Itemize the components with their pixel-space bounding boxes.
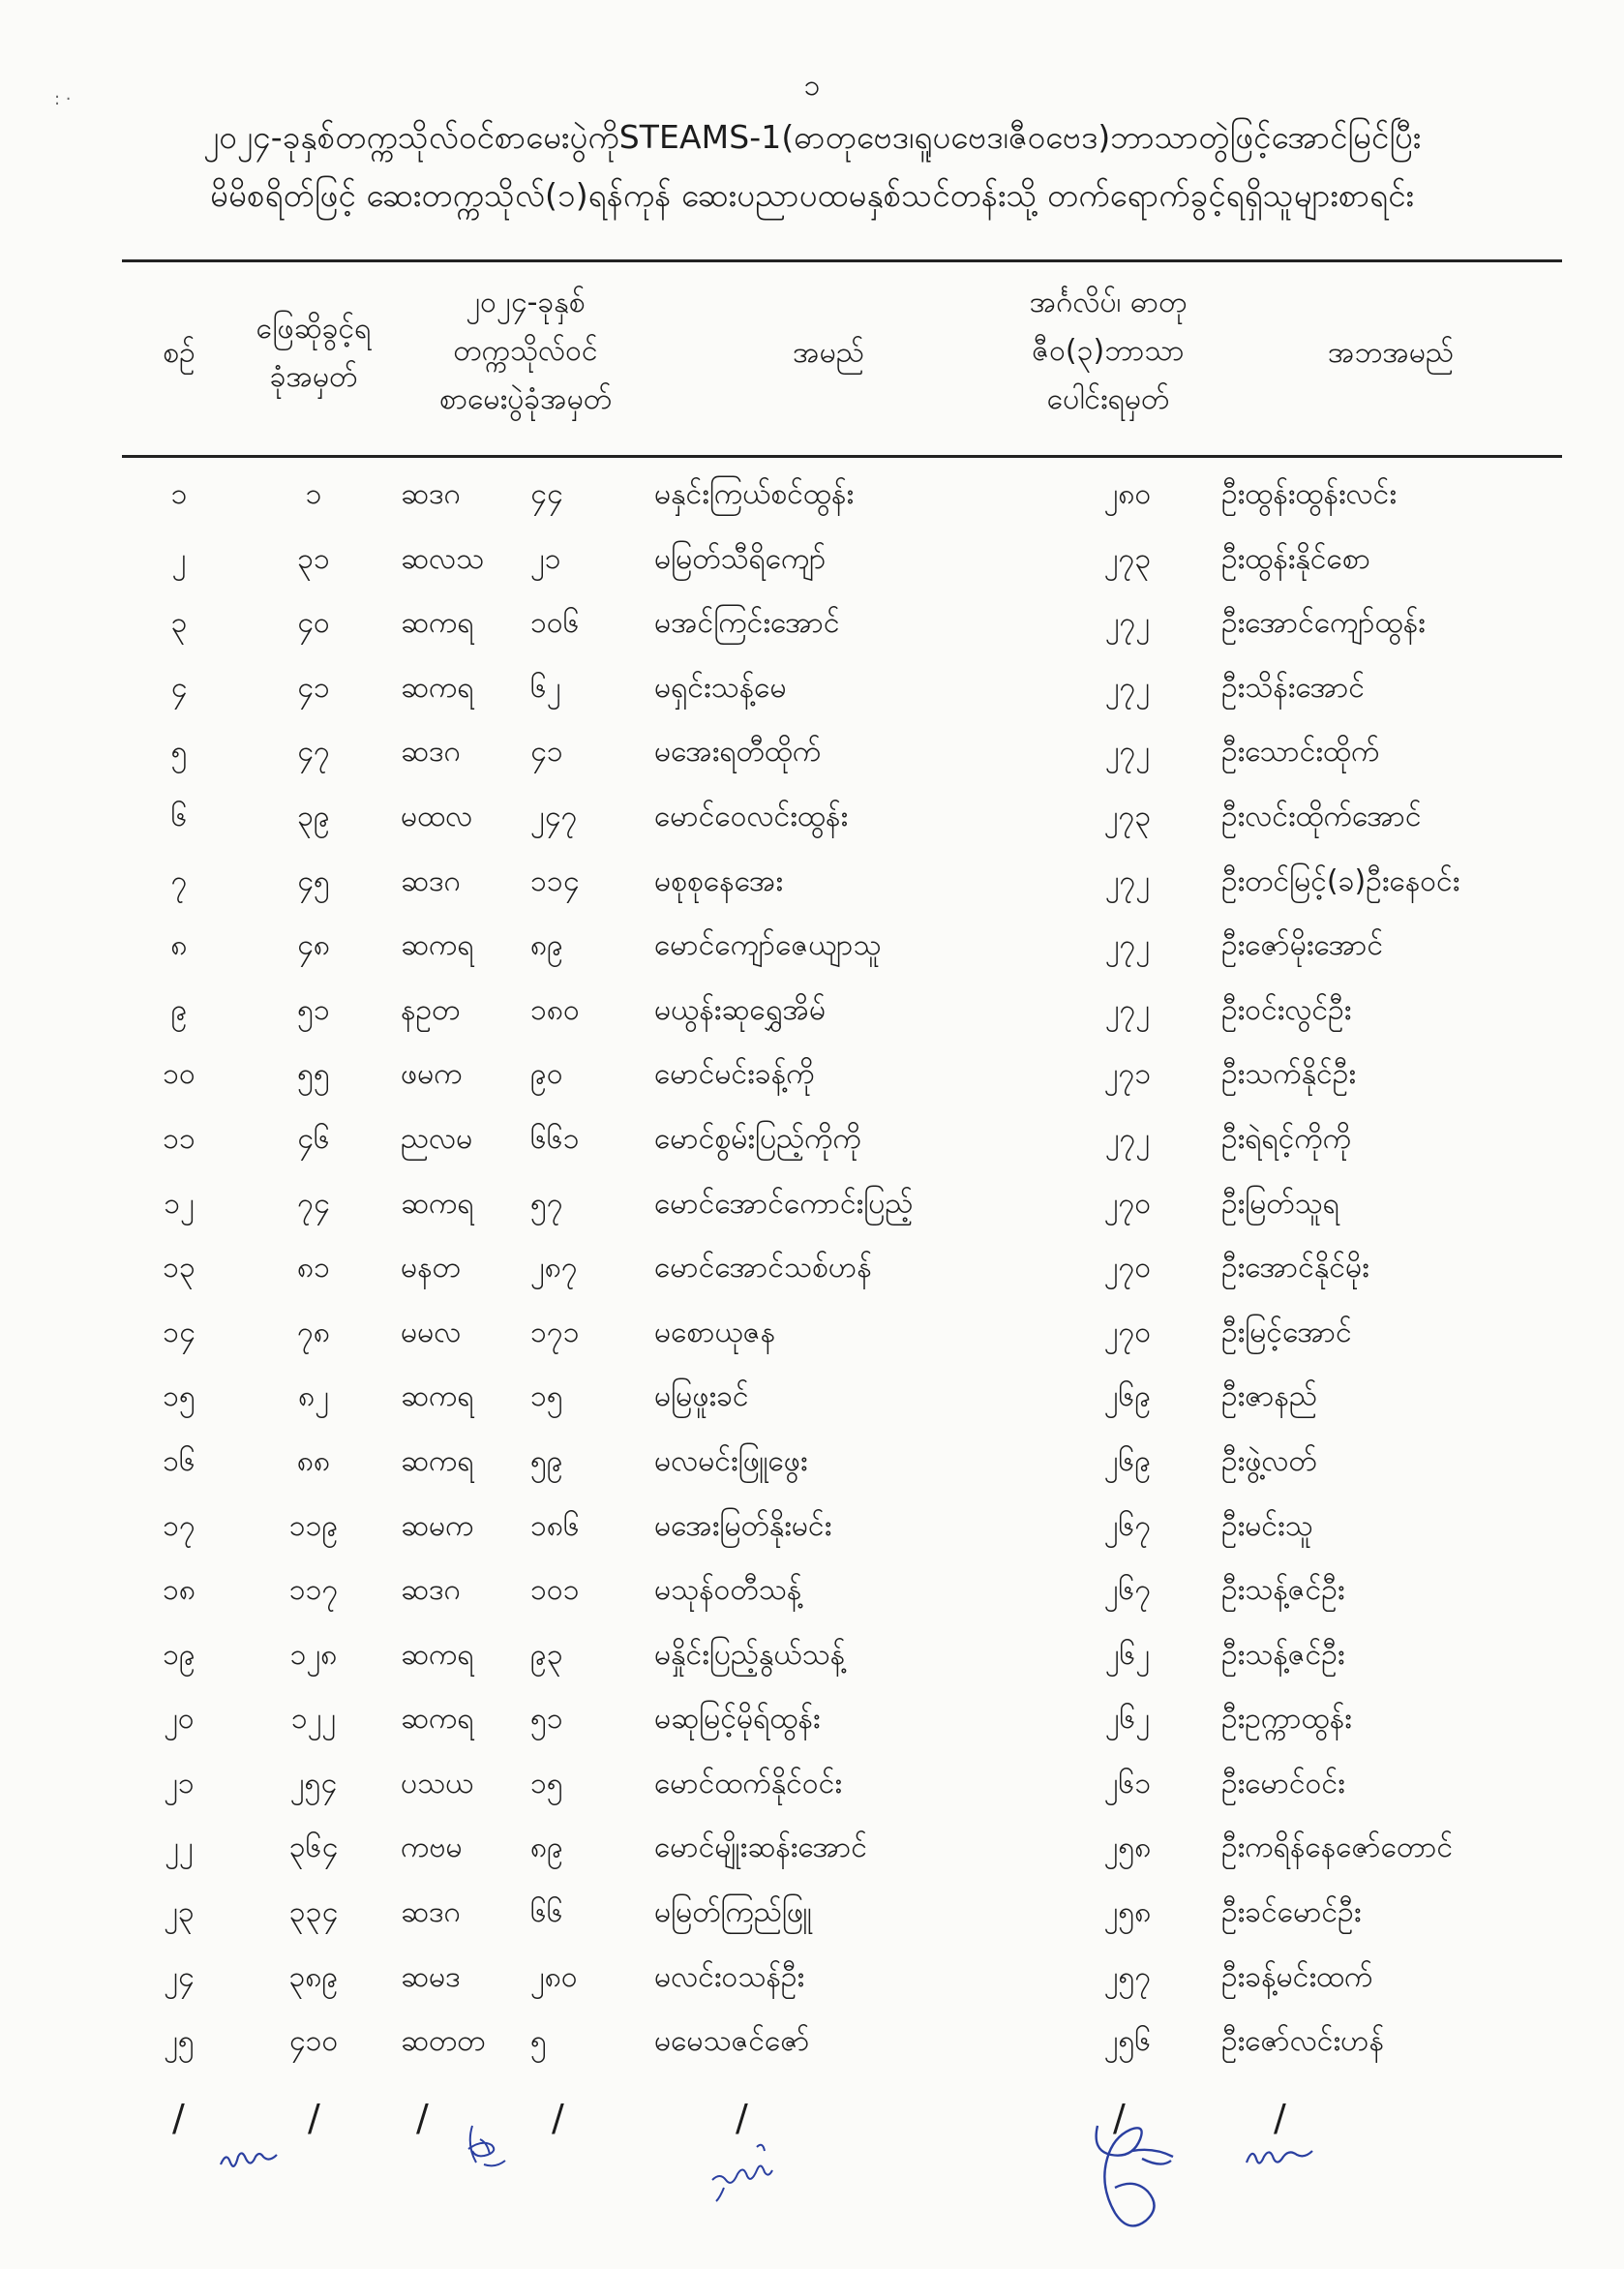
father-name: ဦးသန့်ဇင်ဦး [1221,1637,1345,1672]
row-number: ၂၃ [164,1895,195,1930]
total-score: ၂၇၂ [1104,863,1151,898]
scan-mark: : · [54,89,72,109]
exam-code: ဖမက [401,1057,463,1092]
row-number: ၁၅ [163,1379,195,1414]
table-row [0,1043,1624,1107]
student-name: မဆုမြင့်မိုရ်ထွန်း [654,1702,821,1737]
exam-code: ညလမ [401,1121,473,1156]
exam-number: ၂၈၀ [530,1959,578,1994]
row-number: ၉ [170,992,188,1027]
table-row [0,1623,1624,1688]
exam-code: ဆတတ [401,2024,486,2059]
total-score: ၂၇၀ [1103,1251,1152,1286]
student-name: မနှင်းကြယ်စင်ထွန်း [654,477,855,511]
total-score: ၂၇၂ [1104,735,1151,770]
table-row [0,1816,1624,1881]
seat-number: ၈၂ [298,1379,329,1414]
row-number: ၁၀ [163,1057,195,1092]
student-name: မနှိုင်းပြည့်နွယ်သန့် [654,1637,846,1672]
exam-number: ၅ [530,2024,547,2059]
exam-number: ၁၀၁ [530,1573,580,1608]
exam-code: နဥတ [401,992,461,1027]
exam-number: ၆၆၁ [530,1121,580,1156]
table-row [0,1558,1624,1623]
student-name: မမြတ်ကြည်ဖြူ [654,1895,812,1930]
table-row [0,463,1624,528]
seat-number: ၈၁ [296,1251,330,1286]
total-score: ၂၆၉ [1103,1379,1152,1414]
seat-number: ၂၅၄ [289,1766,338,1800]
exam-number: ၆၂ [530,670,561,705]
father-name: ဦးဇာနည် [1221,1379,1317,1414]
document-title [0,108,1624,225]
table-header-rule [122,455,1562,458]
exam-number: ၁၁၄ [530,863,580,898]
table-row [0,1495,1624,1559]
exam-number: ၈၉ [530,1830,564,1865]
row-number: ၂ [171,541,187,576]
table-row [0,1172,1624,1237]
table-row [0,1687,1624,1752]
father-name: ဦးမင်းသူ [1221,1508,1313,1543]
exam-code: ဆလသ [401,541,485,576]
total-score: ၂၇၁ [1103,1057,1152,1092]
column-header-exam-seat [391,279,660,424]
student-name: မစုစုနေအေး [654,863,783,898]
father-name: ဦးဇော်မိုးအောင် [1221,928,1384,963]
father-name: ဦးသန့်ဇင်ဦး [1221,1573,1345,1608]
total-score: ၂၇၂ [1104,1121,1151,1156]
results-table [0,463,1624,2074]
total-score: ၂၇၃ [1103,541,1152,576]
total-score: ၂၅၈ [1103,1895,1152,1930]
exam-code: ဆမဒ [401,1959,461,1994]
father-name: ဦးသက်နိုင်ဦး [1221,1057,1357,1092]
exam-number: ၄၁ [530,735,563,770]
exam-code: ဆဒဂ [401,863,461,898]
total-score: ၂၆၁ [1103,1766,1152,1800]
column-header-score-line3: ပေါင်းရမှတ် [1046,382,1170,416]
row-number: ၁၃ [163,1251,195,1286]
student-name: မယွန်းဆုရွှေအိမ် [654,992,827,1027]
seat-number: ၇၄ [297,1186,330,1221]
row-number: ၅ [170,735,188,770]
table-row [0,720,1624,785]
title-line-1: ၂၀၂၄-ခုနှစ်တက္ကသိုလ်ဝင်စာမေးပွဲကိုSTEAMS-1(ဓာတုဗေဒ၊ရူပဗေဒ၊ဇီဝဗေဒ)ဘာသာတွဲဖြင့်အောင်မြင်ပြီး [202,118,1422,156]
seat-number: ၁၁၉ [288,1508,339,1543]
table-row [0,914,1624,979]
table-row [0,591,1624,656]
row-number: ၂၄ [164,1959,195,1994]
slash-mark: / [1274,2097,1286,2139]
total-score: ၂၇၀ [1103,1186,1152,1221]
exam-number: ၁၈၆ [530,1508,580,1543]
exam-number: ၆၆ [530,1895,563,1930]
row-number: ၁၂ [164,1186,195,1221]
total-score: ၂၅၆ [1103,2024,1152,2059]
exam-code: ဆကရ [401,1702,474,1737]
total-score: ၂၇၃ [1103,799,1152,833]
column-header-exam-line1: ၂၀၂၄-ခုနှစ် [466,286,586,319]
father-name: ဦးမြတ်သူရ [1221,1186,1339,1221]
table-row [0,656,1624,721]
row-number: ၆ [170,799,188,833]
student-name: မောင်မျိုးဆန်းအောင် [654,1830,867,1865]
exam-number: ၁၇၁ [530,1315,580,1349]
title-line-2: မိမိစရိတ်ဖြင့် ဆေးတက္ကသိုလ်(၁)ရန်ကုန် ဆေးပညာပထမနှစ်သင်တန်းသို့ တက်ရောက်ခွင့်ရရှိသူများစာရင်း [210,176,1414,214]
student-name: မောင်ကျော်ဇေယျာသူ [654,928,882,963]
row-number: ၂၂ [165,1830,194,1865]
seat-number: ၈၈ [296,1443,331,1478]
total-score: ၂၆၂ [1104,1702,1151,1737]
column-header-seat-line1: ဖြေဆိုခွင့်ရ [256,312,372,346]
student-name: မအေးရတီထိုက် [654,735,822,770]
column-header-exam-line2: တက္ကသိုလ်ဝင် [453,334,598,368]
row-number: ၈ [170,928,188,963]
signature-4 [1065,2106,1190,2232]
slash-mark: / [736,2097,748,2139]
total-score: ၂၆၂ [1104,1637,1151,1672]
table-row [0,1107,1624,1172]
row-number: ၁ [170,477,188,511]
signature-1 [215,2139,292,2178]
exam-code: မထလ [401,799,473,833]
total-score: ၂၆၇ [1103,1573,1152,1608]
total-score: ၂၆၉ [1103,1443,1152,1478]
exam-number: ၅၁ [530,1702,563,1737]
exam-code: မနတ [401,1251,461,1286]
column-header-seat-line2: ခုံအမှတ် [269,360,358,394]
row-number: ၁၈ [162,1573,195,1608]
row-number: ၇ [170,863,188,898]
column-header-seat [236,305,391,402]
exam-number: ၄၄ [530,477,563,511]
exam-number: ၉၀ [530,1057,563,1092]
row-number: ၄ [170,670,188,705]
student-name: မလင်းဝသန်ဦး [654,1959,805,1994]
seat-number: ၄၁ [297,670,330,705]
seat-number: ၃၆၄ [288,1830,339,1865]
exam-code: ကဗမ [401,1830,463,1865]
exam-code: ဆဒဂ [401,477,461,511]
seat-number: ၇၈ [296,1315,330,1349]
exam-code: ပသယ [401,1766,474,1800]
father-name: ဦးမြင့်အောင် [1221,1315,1352,1349]
student-name: မောင်စွမ်းပြည့်ကိုကို [654,1121,861,1156]
slash-mark: / [1113,2097,1126,2139]
exam-number: ၈၉ [530,928,564,963]
signature-2 [455,2116,523,2184]
exam-code: ဆကရ [401,670,474,705]
row-number: ၁၉ [163,1637,195,1672]
student-name: မမြတ်သီရိကျော် [654,541,827,576]
total-score: ၂၇၂ [1104,606,1151,641]
total-score: ၂၇၂ [1104,992,1151,1027]
slash-mark: / [416,2097,429,2139]
exam-code: ဆဒဂ [401,735,461,770]
exam-number: ၅၇ [530,1186,563,1221]
slash-mark: / [552,2097,564,2139]
seat-number: ၄၀ [297,606,330,641]
seat-number: ၄၆ [297,1121,330,1156]
student-name: မအင်ကြင်းအောင် [654,606,840,641]
column-header-exam-line3: စာမေးပွဲခုံအမှတ် [438,382,613,416]
signature-5 [1241,2135,1318,2174]
table-row [0,1752,1624,1817]
column-header-score [997,279,1219,424]
father-name: ဦးအောင်နိုင်မိုး [1221,1251,1369,1286]
table-row [0,528,1624,592]
father-name: ဦးဇော်လင်းဟန် [1221,2024,1384,2059]
total-score: ၂၅၇ [1103,1959,1152,1994]
total-score: ၂၇၂ [1104,928,1151,963]
table-row [0,1236,1624,1301]
seat-number: ၃၃၄ [288,1895,339,1930]
exam-code: ဆကရ [401,1443,474,1478]
table-row [0,785,1624,850]
student-name: မစောယုဇန [654,1315,776,1349]
exam-number: ၂၁ [530,541,561,576]
father-name: ဦးထွန်းနိုင်စော [1221,541,1371,576]
exam-code: ဆကရ [401,1186,474,1221]
column-header-score-line2: ဇီဝ(၃)ဘာသာ [1032,334,1185,368]
student-name: မောင်ဝေလင်းထွန်း [654,799,849,833]
father-name: ဦးသောင်းထိုက် [1221,735,1380,770]
seat-number: ၄၇ [297,735,330,770]
row-number: ၂၀ [164,1702,195,1737]
column-header-score-line1: အင်္ဂလိပ်၊ ဓာတု [1029,286,1188,319]
total-score: ၂၆၇ [1103,1508,1152,1543]
row-number: ၁၄ [163,1315,195,1349]
table-row [0,1301,1624,1366]
row-number: ၂၁ [164,1766,195,1800]
father-name: ဦးဝင်းလွင်ဦး [1221,992,1352,1027]
table-row [0,2010,1624,2074]
table-row [0,1946,1624,2011]
student-name: မောင်အောင်ကောင်းပြည့် [654,1186,914,1221]
column-header-name: အမည် [793,336,864,370]
slash-mark: / [308,2097,320,2139]
column-header-no: စဉ် [163,336,195,370]
exam-number: ၁၈၀ [530,992,580,1027]
table-row [0,979,1624,1044]
exam-number: ၁၅ [530,1379,563,1414]
exam-number: ၅၉ [530,1443,563,1478]
father-name: ဦးဥက္ကာထွန်း [1221,1702,1352,1737]
table-row [0,1365,1624,1430]
exam-code: ဆဒဂ [401,1573,461,1608]
exam-number: ၂၈၇ [530,1251,578,1286]
father-name: ဦးသိန်းအောင် [1221,670,1366,705]
signature-3 [707,2130,794,2207]
father-name: ဦးခင်မောင်ဦး [1221,1895,1362,1930]
seat-number: ၄၈ [296,928,330,963]
exam-code: မမလ [401,1315,462,1349]
table-row [0,1430,1624,1495]
father-name: ဦးခန့်မင်းထက် [1221,1959,1373,1994]
total-score: ၂၇၂ [1104,670,1151,705]
student-name: မောင်မင်းခန့်ကို [654,1057,815,1092]
student-name: မောင်ထက်နိုင်ဝင်း [654,1766,843,1800]
total-score: ၂၇၀ [1103,1315,1152,1349]
exam-code: ဆကရ [401,606,474,641]
row-number: ၂၅ [164,2024,195,2059]
row-number: ၁၇ [163,1508,195,1543]
slash-mark: / [172,2097,185,2139]
row-number: ၃ [170,606,188,641]
exam-code: ဆကရ [401,1379,474,1414]
seat-number: ၅၁ [297,992,330,1027]
page-number: ၁ [803,69,821,103]
table-row [0,850,1624,915]
exam-code: ဆဒဂ [401,1895,461,1930]
student-name: မရှင်းသန့်မေ [654,670,787,705]
exam-number: ၂၄၇ [530,799,578,833]
exam-code: ဆမက [401,1508,474,1543]
student-name: မသုန်ဝတီသန့် [654,1573,802,1608]
student-name: မမေသဇင်ဇော် [654,2024,810,2059]
exam-code: ဆကရ [401,1637,474,1672]
seat-number: ၁၁၇ [288,1573,339,1608]
student-name: မအေးမြတ်နိုးမင်း [654,1508,832,1543]
seat-number: ၃၈၉ [288,1959,339,1994]
father-name: ဦးဖွဲ့လတ် [1221,1443,1317,1478]
table-top-rule [122,259,1562,262]
father-name: ဦးလင်းထိုက်အောင် [1221,799,1422,833]
father-name: ဦးမောင်ဝင်း [1221,1766,1345,1800]
seat-number: ၁၂၈ [289,1637,338,1672]
father-name: ဦးအောင်ကျော်ထွန်း [1221,606,1426,641]
total-score: ၂၅၈ [1103,1830,1152,1865]
table-row [0,1881,1624,1946]
seat-number: ၁၂၂ [290,1702,337,1737]
exam-number: ၁၀၆ [530,606,580,641]
student-name: မောင်အောင်သစ်ဟန် [654,1251,872,1286]
student-name: မလမင်းဖြူဖွေး [654,1443,808,1478]
seat-number: ၄၅ [297,863,330,898]
seat-number: ၁ [305,477,322,511]
exam-number: ၁၅ [530,1766,563,1800]
row-number: ၁၁ [163,1121,195,1156]
father-name: ဦးထွန်းထွန်းလင်း [1221,477,1397,511]
column-header-father: အဘအမည် [1327,336,1455,370]
total-score: ၂၈၀ [1103,477,1152,511]
student-name: မမြဖူးခင် [654,1379,749,1414]
seat-number: ၅၅ [297,1057,330,1092]
seat-number: ၃၉ [297,799,330,833]
exam-code: ဆကရ [401,928,474,963]
row-number: ၁၆ [163,1443,195,1478]
seat-number: ၄၁၀ [288,2024,339,2059]
father-name: ဦးရဲရင့်ကိုကို [1221,1121,1352,1156]
father-name: ဦးကရိန်နေဇော်တောင် [1221,1830,1454,1865]
closing-slash-row [0,2097,1624,2145]
seat-number: ၃၁ [297,541,330,576]
exam-number: ၉၃ [530,1637,563,1672]
father-name: ဦးတင်မြင့်(ခ)ဦးနေဝင်း [1221,863,1460,898]
